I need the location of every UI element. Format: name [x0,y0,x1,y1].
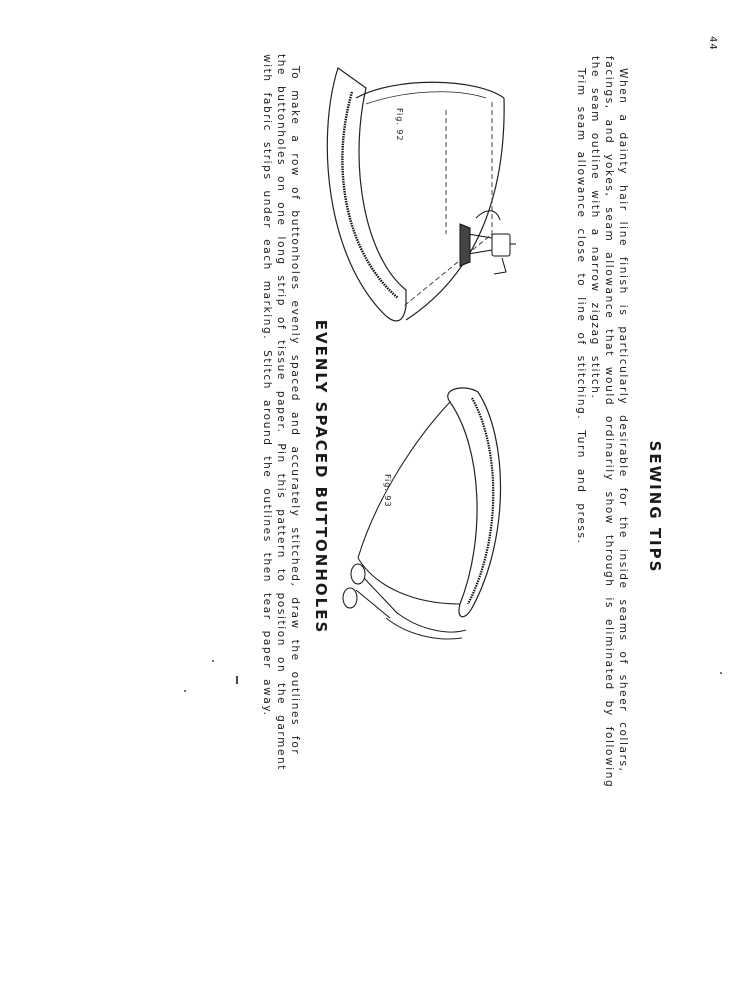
paragraph-line: with fabric strips under each marking. Stitch around the outlines then tear paper away. [261,54,273,717]
trimmed-collar-illustration [336,378,526,644]
scan-speck [237,676,239,684]
paragraph-line: When a dainty hair line finish is particularly desirable for the inside seams of sheer collars, [617,68,629,773]
figure-caption: Fig. 93 [383,474,392,508]
presser-foot-icon [460,211,516,274]
paragraph-line: the seam outline with a narrow zigzag stitch. [589,56,601,400]
scan-speck [720,672,722,674]
sewing-tips-heading: SEWING TIPS [646,440,664,574]
paragraph-line: To make a row of buttonholes evenly spaced and accurately stitched, draw the outlines for [289,66,301,756]
scan-speck [212,660,214,662]
scissors-icon [343,564,398,618]
page-number: 44 [707,36,718,51]
paragraph-line: the buttonholes on one long strip of tissue paper. Pin this pattern to position on the garment [275,54,287,772]
figure-caption: Fig. 92 [395,108,404,142]
scan-speck [184,690,186,692]
sewing-tips-paragraph [574,56,630,789]
buttonholes-heading: EVENLY SPACED BUTTONHOLES [312,319,330,635]
paragraph-line: facings, and yokes, seam allowance that would ordinarily show through is eliminated by following [603,56,615,789]
paragraph-line: Trim seam allowance close to line of stitching. Turn and press. [575,68,587,545]
buttonholes-paragraph [260,54,302,772]
